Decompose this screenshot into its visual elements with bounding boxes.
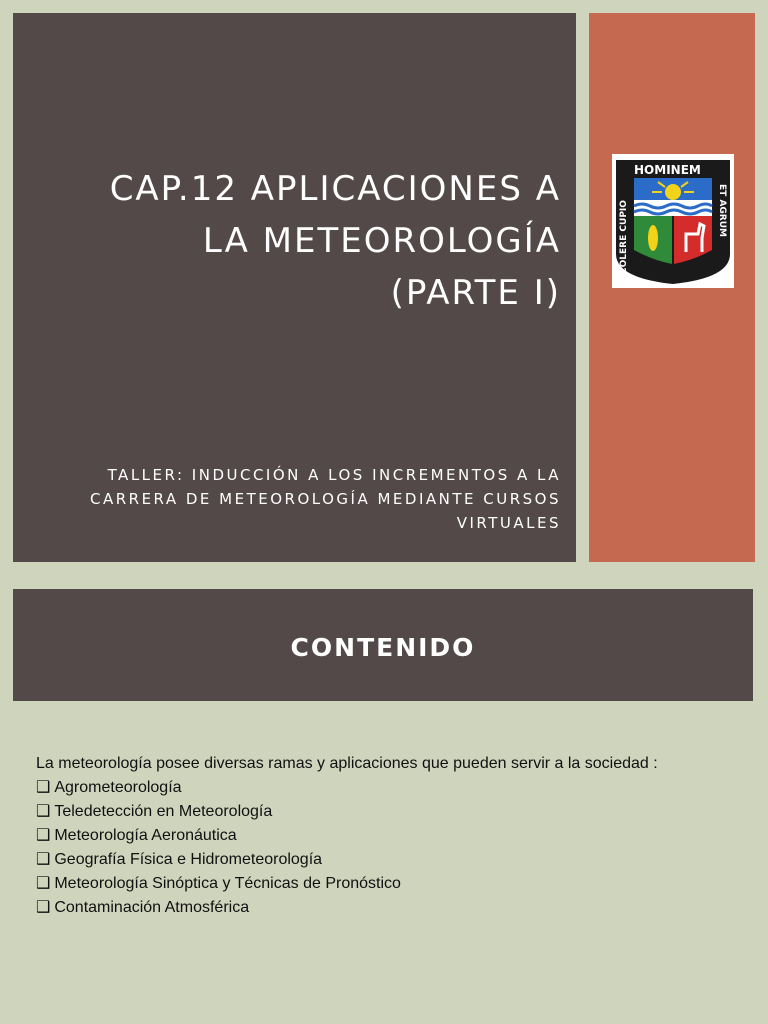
crest-icon: [612, 154, 734, 288]
checkbox-bullet-icon: ❑: [36, 849, 51, 868]
list-item-label: Meteorología Sinóptica y Técnicas de Pronóstico: [54, 875, 401, 892]
contents-body: [36, 752, 696, 919]
checkbox-bullet-icon: ❑: [36, 873, 51, 892]
svg-text:HOMINEM: HOMINEM: [634, 163, 701, 177]
list-item: [36, 847, 696, 871]
title-line-1: CAP.12 APLICACIONES A: [109, 169, 561, 209]
list-item-label: Geografía Física e Hidrometeorología: [54, 851, 323, 868]
list-item: [36, 823, 696, 847]
title-panel: [13, 13, 576, 562]
list-item-label: Meteorología Aeronáutica: [54, 827, 237, 844]
university-logo: [612, 154, 734, 288]
title-line-3: (PARTE I): [390, 273, 561, 313]
checkbox-bullet-icon: ❑: [36, 801, 51, 820]
list-item-label: Contaminación Atmosférica: [54, 899, 250, 916]
svg-text:COLERE CUPIO: COLERE CUPIO: [619, 200, 629, 274]
contents-intro: La meteorología posee diversas ramas y aplicaciones que pueden servir a la sociedad :: [36, 755, 658, 772]
contents-header: [13, 589, 753, 701]
contents-heading: CONTENIDO: [290, 633, 476, 662]
checkbox-bullet-icon: ❑: [36, 777, 51, 796]
svg-text:ET AGRUM: ET AGRUM: [717, 184, 727, 238]
list-item: [36, 871, 696, 895]
title-line-2: LA METEOROLOGÍA: [202, 221, 561, 261]
list-item-label: Teledetección en Meteorología: [54, 803, 273, 820]
checkbox-bullet-icon: ❑: [36, 825, 51, 844]
list-item: [36, 775, 696, 799]
list-item: [36, 799, 696, 823]
list-item-label: Agrometeorología: [54, 779, 182, 796]
list-item: [36, 895, 696, 919]
slide-title: [41, 163, 561, 319]
checkbox-bullet-icon: ❑: [36, 897, 51, 916]
slide-subtitle: TALLER: INDUCCIÓN A LOS INCREMENTOS A LA CARRERA DE METEOROLOGÍA MEDIANTE CURSOS VIRTUALES: [89, 466, 561, 532]
